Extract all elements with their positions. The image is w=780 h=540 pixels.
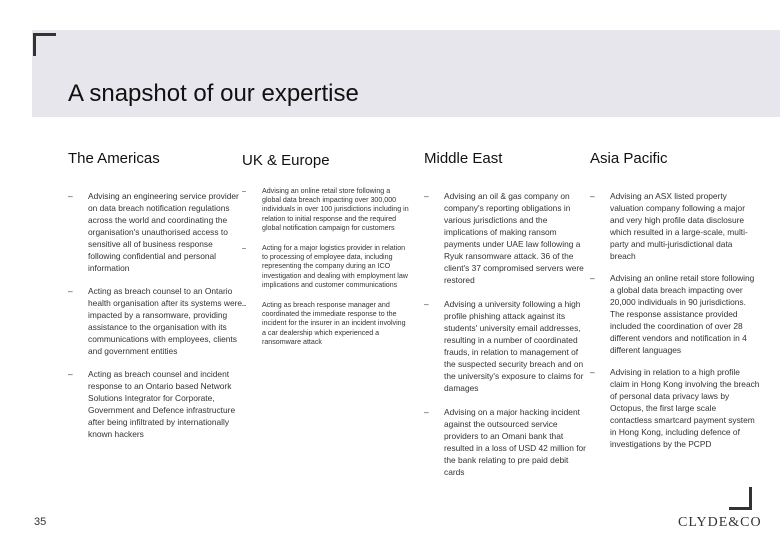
list-item bbox=[590, 272, 760, 356]
column-uk-europe bbox=[242, 152, 410, 358]
column-asia-pacific bbox=[590, 150, 760, 460]
corner-bracket-bottom-right bbox=[729, 487, 752, 510]
dash-bullet: – bbox=[68, 191, 73, 201]
corner-bracket-top-left bbox=[33, 33, 56, 56]
item-text: Acting as breach counsel and incident response to an Ontario based Network Solutions Integrator for Corporate, Government and Defence infrastructure after being infiltrated by internationally known hackers bbox=[88, 369, 236, 439]
item-text: Advising a university following a high profile phishing attack against its students' university email addresses, resulting in a number of coordinated frauds, in relation to management of the suspected security breach and on the university's exposure to claims for damages bbox=[444, 299, 584, 393]
list-item bbox=[590, 190, 760, 262]
list-item bbox=[424, 298, 588, 394]
item-text: Acting for a major logistics provider in relation to processing of employee data, including representing the company during an ICO investigation and dealing with employment law implications and customer communications bbox=[262, 244, 408, 289]
dash-bullet: – bbox=[242, 244, 246, 253]
list-item bbox=[242, 244, 410, 290]
column-americas bbox=[68, 150, 243, 451]
dash-bullet: – bbox=[590, 191, 595, 201]
item-text: Advising an online retail store following a global data breach impacting over 300,000 individuals in over 100 jurisdictions including in relation to initial response and the required global notification campaign for customers bbox=[262, 187, 409, 232]
page-number: 35 bbox=[34, 516, 47, 528]
column-middle-east bbox=[424, 150, 588, 490]
column-heading: Asia Pacific bbox=[590, 150, 668, 167]
list-item bbox=[68, 368, 243, 440]
dash-bullet: – bbox=[242, 187, 246, 195]
list-item bbox=[590, 366, 760, 450]
list-item bbox=[68, 190, 243, 274]
item-text: Acting as breach response manager and coordinated the immediate response to the incident for the insurer in an incident involving a car dealership which experienced a ransomware attack bbox=[262, 301, 406, 346]
dash-bullet: – bbox=[68, 369, 73, 379]
column-heading: Middle East bbox=[424, 150, 503, 167]
item-text: Advising an engineering service provider on data breach notification regulations across the world and coordinating the organisation's unauthorised access to sensitive all of business response following confidential and personal information bbox=[88, 191, 239, 273]
item-text: Advising an online retail store following a global data breach impacting over 20,000 individuals in 90 jurisdictions. The response assistance provided included the coordination of over 28 different vendors and notification in 4 different languages bbox=[610, 273, 755, 355]
dash-bullet: – bbox=[424, 299, 429, 309]
column-heading: UK & Europe bbox=[242, 152, 330, 169]
page-title: A snapshot of our expertise bbox=[68, 80, 359, 107]
item-text: Advising an oil & gas company on company's reporting obligations in various jurisdictions and the implications of making ransom payments under UAE law following a Ryuk ransomware attack. 36 of the client's 37 compromised servers were restored bbox=[444, 191, 584, 285]
dash-bullet: – bbox=[590, 367, 595, 377]
list-item bbox=[68, 285, 243, 357]
dash-bullet: – bbox=[590, 273, 595, 283]
dash-bullet: – bbox=[424, 407, 429, 417]
item-text: Acting as breach counsel to an Ontario health organisation after its systems were impacted by a ransomware, providing assistance to the organisation with its communications with employees, clients and government entities bbox=[88, 286, 243, 356]
item-text: Advising on a major hacking incident against the outsourced service providers to an Omani bank that resulted in a loss of USD 42 million for the bank relating to pre paid debit cards bbox=[444, 407, 586, 477]
list-item bbox=[424, 190, 588, 286]
item-text: Advising an ASX listed property valuation company following a major and very high profile data disclosure which resulted in a large-scale, multi-party and multi-jurisdictional data breach bbox=[610, 191, 748, 261]
column-heading: The Americas bbox=[68, 150, 160, 167]
dash-bullet: – bbox=[242, 301, 246, 310]
item-text: Advising in relation to a high profile claim in Hong Kong involving the breach of personal data privacy laws by Octopus, the first large scale contactless smartcard payment system in Hong Kong, including defence of investigations by the PCPD bbox=[610, 367, 760, 449]
list-item bbox=[424, 406, 588, 478]
list-item bbox=[242, 301, 410, 347]
list-item bbox=[242, 187, 410, 233]
dash-bullet: – bbox=[68, 286, 73, 296]
company-logo: CLYDE&CO bbox=[678, 515, 762, 530]
dash-bullet: – bbox=[424, 191, 429, 201]
